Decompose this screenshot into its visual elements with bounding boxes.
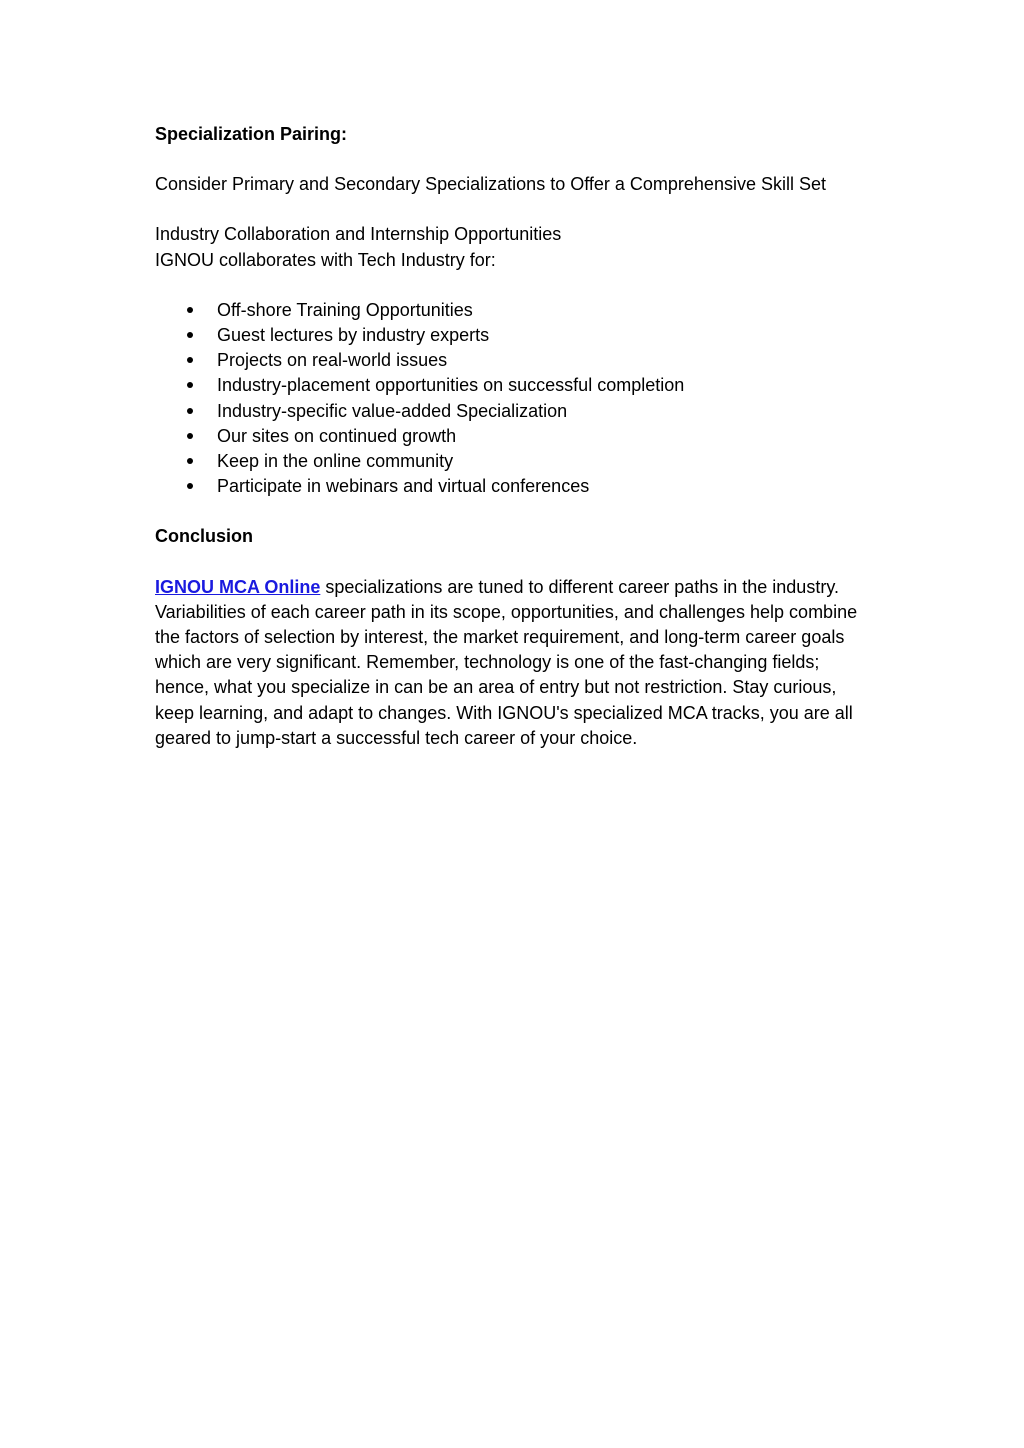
conclusion-paragraph	[155, 575, 870, 751]
conclusion-heading: Conclusion	[155, 526, 253, 547]
list-item-text: Keep in the online community	[217, 451, 454, 472]
document-page	[155, 122, 875, 751]
list-item-text: Our sites on continued growth	[217, 425, 457, 446]
specialization-pairing-heading: Specialization Pairing:	[155, 124, 348, 144]
bullet-icon	[187, 382, 193, 388]
industry-collaboration-intro: IGNOU collaborates with Tech Industry for:	[155, 249, 496, 270]
ignou-mca-online-link[interactable]: IGNOU MCA Online	[155, 576, 321, 597]
industry-collaboration-title: Industry Collaboration and Internship Opportunities	[155, 224, 562, 245]
specialization-pairing-text: Consider Primary and Secondary Specializations to Offer a Comprehensive Skill Set	[155, 174, 826, 195]
bullet-icon	[187, 307, 193, 313]
list-item-text: Industry-placement opportunities on successful completion	[217, 375, 685, 396]
bullet-icon	[187, 332, 193, 338]
collaboration-bullet-list	[155, 298, 875, 500]
list-item-text: Projects on real-world issues	[217, 350, 448, 371]
bullet-icon	[187, 458, 193, 464]
bullet-icon	[187, 357, 193, 363]
conclusion-body-text: specializations are tuned to different career paths in the industry. Variabilities of each career path in its scope, opportunities, and challenges help combine the factors of selection by interest, the market requirement, and long-term career goals which are very significant. Remember, technology is one of the fast-changing fields; hence, what you specialize in can be an area of entry but not restriction. Stay curious, keep learning, and adapt to changes. With IGNOU's specialized MCA tracks, you are all geared to jump-start a successful tech career of your choice.	[155, 576, 858, 748]
list-item	[155, 348, 875, 373]
list-item-text: Industry-specific value-added Specialization	[217, 400, 568, 421]
list-item	[155, 449, 875, 474]
list-item	[155, 424, 875, 449]
list-item	[155, 373, 875, 398]
list-item	[155, 474, 875, 499]
list-item	[155, 399, 875, 424]
list-item	[155, 298, 875, 323]
list-item-text: Off-shore Training Opportunities	[217, 299, 473, 320]
list-item-text: Participate in webinars and virtual conferences	[217, 476, 590, 497]
bullet-icon	[187, 408, 193, 414]
bullet-icon	[187, 483, 193, 489]
list-item	[155, 323, 875, 348]
list-item-text: Guest lectures by industry experts	[217, 325, 490, 346]
bullet-icon	[187, 433, 193, 439]
